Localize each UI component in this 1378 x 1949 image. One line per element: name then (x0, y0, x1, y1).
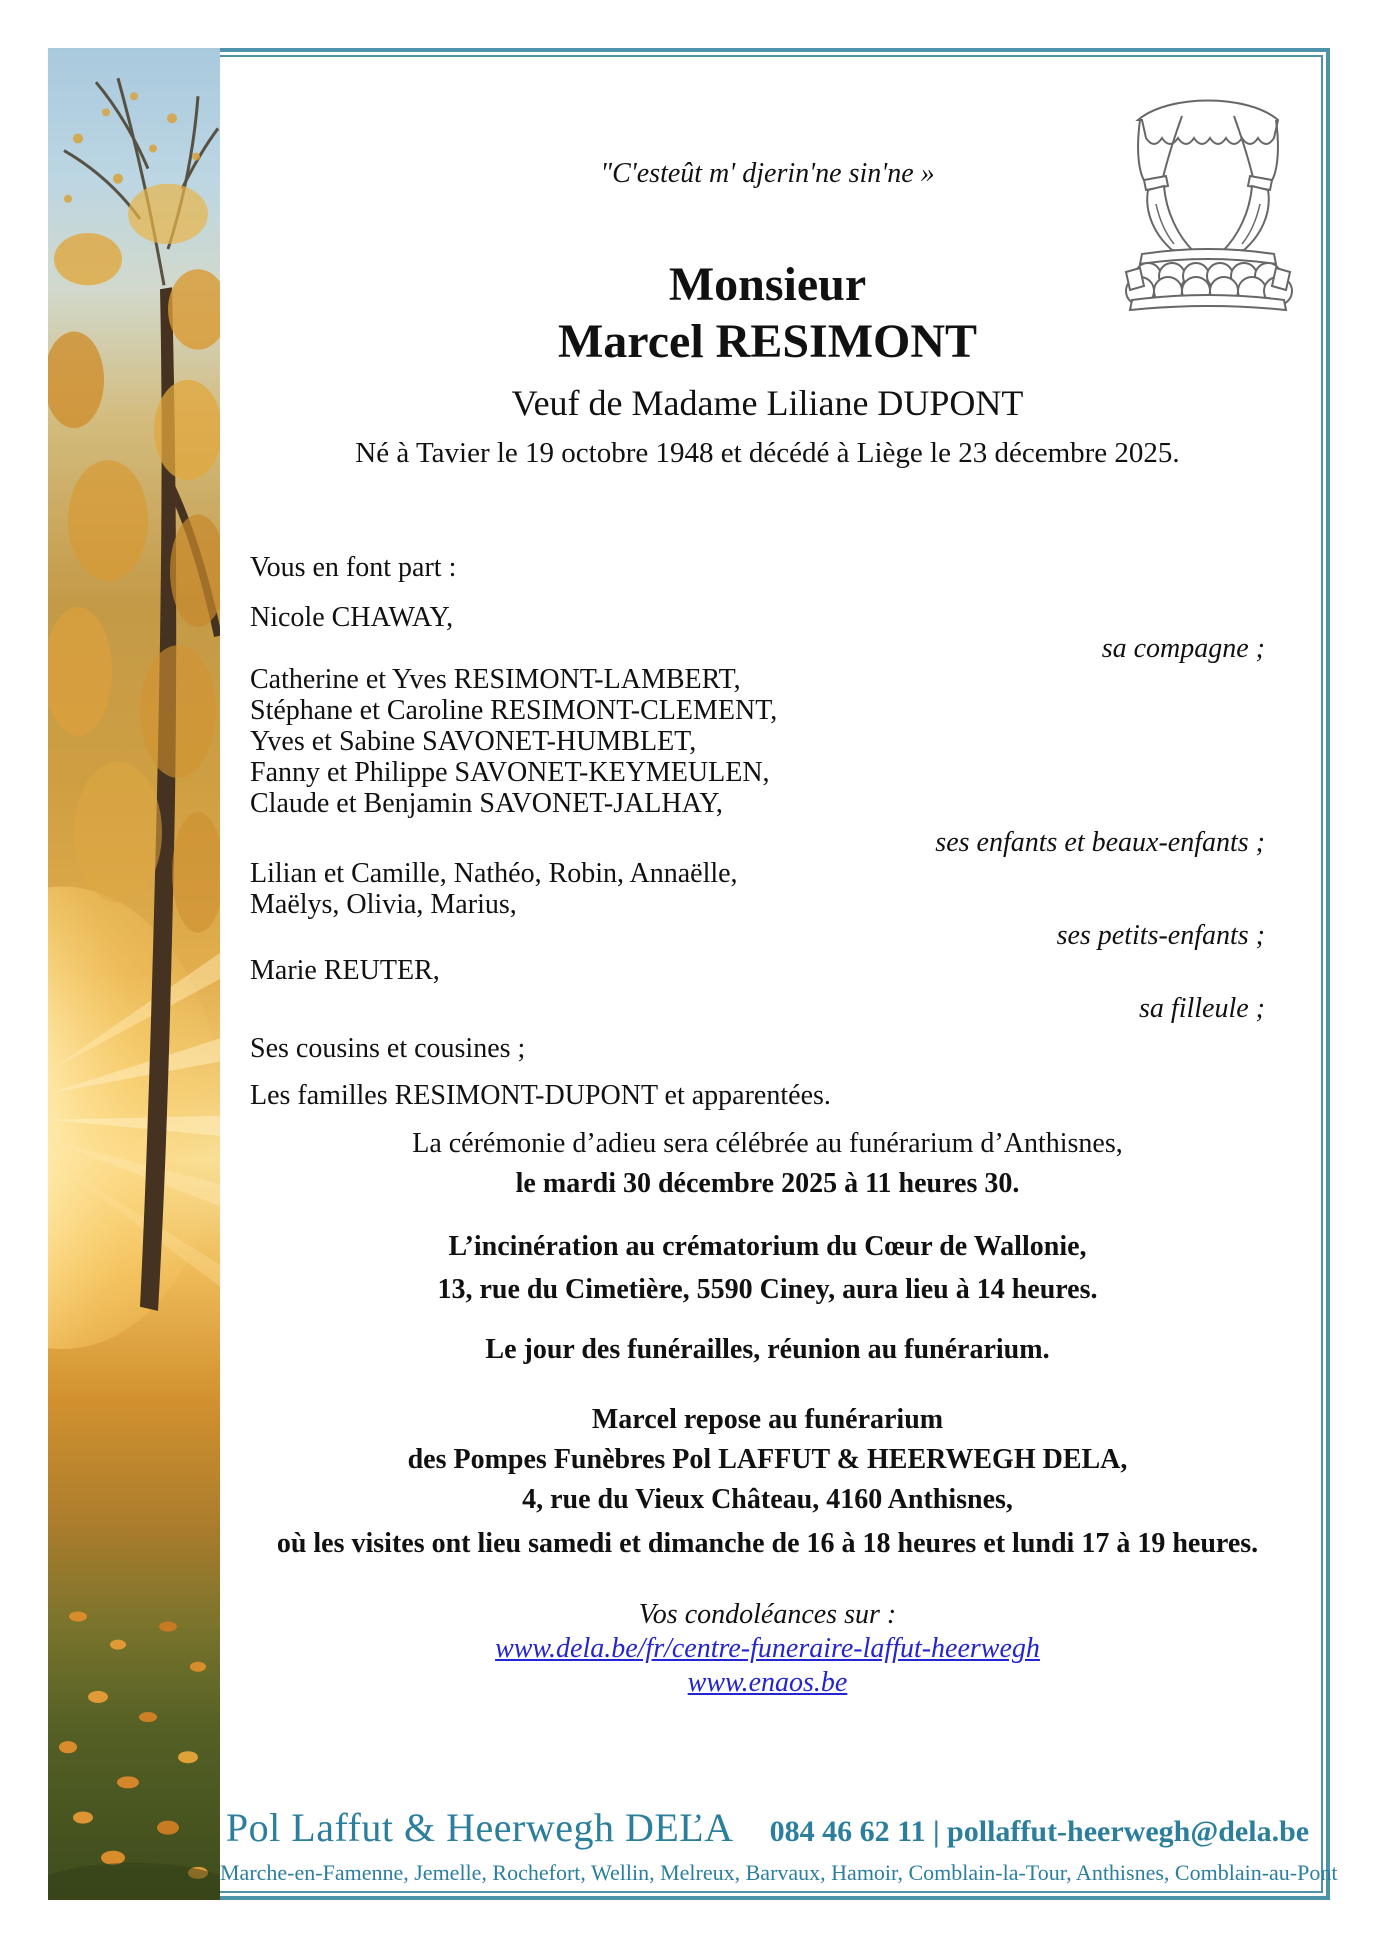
families-line: Les familles RESIMONT-DUPONT et apparentées. (250, 1080, 831, 1111)
title-monsieur: Monsieur (668, 258, 867, 311)
header-block (220, 256, 1315, 472)
widower-subtitle: Veuf de Madame Liliane DUPONT (511, 383, 1024, 423)
relation-label: ses enfants et beaux-enfants ; (935, 827, 1265, 858)
condolences-label: Vos condoléances sur : (638, 1599, 897, 1630)
cremation-address-line: 13, rue du Cimetière, 5590 Ciney, aura lieu à 14 heures. (437, 1274, 1098, 1305)
family-name: Maëlys, Olivia, Marius, (250, 889, 517, 920)
family-announcement-block (250, 552, 1265, 1111)
family-name: Lilian et Camille, Nathéo, Robin, Annaëlle, (250, 858, 738, 889)
funeral-home-contact: 084 46 62 11 | pollaffut-heerwegh@dela.be (769, 1815, 1310, 1848)
family-name: Nicole CHAWAY, (250, 602, 454, 633)
ceremony-date-line: le mardi 30 décembre 2025 à 11 heures 30. (515, 1168, 1020, 1199)
family-name: Stéphane et Caroline RESIMONT-CLEMENT, (250, 695, 778, 726)
funeral-home-address-line: 4, rue du Vieux Château, 4160 Anthisnes, (522, 1484, 1013, 1515)
deceased-name: Marcel RESIMONT (557, 315, 978, 368)
reunion-line: Le jour des funérailles, réunion au funérarium. (485, 1334, 1050, 1365)
family-name: Claude et Benjamin SAVONET-JALHAY, (250, 788, 723, 819)
autumn-photo-graphic (48, 48, 220, 1900)
ceremony-details-block (220, 1127, 1315, 1561)
visits-line: où les visites ont lieu samedi et dimanche de 16 à 18 heures et lundi 17 à 19 heures. (276, 1528, 1259, 1559)
cousins-line: Ses cousins et cousines ; (250, 1033, 526, 1064)
funeral-home-footer (220, 1804, 1338, 1886)
relation-label: ses petits-enfants ; (1056, 920, 1265, 951)
condolences-link-dela[interactable]: www.dela.be/fr/centre-funeraire-laffut-heerwegh (495, 1633, 1040, 1664)
dialect-quote: "C'esteût m' djerin'ne sin'ne » (600, 158, 935, 189)
funeral-home-line: des Pompes Funèbres Pol LAFFUT & HEERWEGH DELA, (407, 1444, 1128, 1475)
repose-line: Marcel repose au funérarium (591, 1404, 944, 1435)
relation-label: sa compagne ; (1101, 633, 1265, 664)
intro-line: Vous en font part : (250, 552, 457, 583)
family-name: Yves et Sabine SAVONET-HUMBLET, (250, 726, 697, 757)
family-name: Catherine et Yves RESIMONT-LAMBERT, (250, 664, 741, 695)
condolences-link-enaos[interactable]: www.enaos.be (687, 1667, 848, 1698)
funeral-home-brand: Pol Laffut & Heerwegh DEĽA (225, 1805, 734, 1850)
cremation-line: L’incinération au crématorium du Cœur de Wallonie, (448, 1231, 1087, 1262)
ceremony-line: La cérémonie d’adieu sera célébrée au funérarium d’Anthisnes, (412, 1128, 1123, 1159)
funeral-home-cities: Marche-en-Famenne, Jemelle, Rochefort, Wellin, Melreux, Barvaux, Hamoir, Comblain-la-Tour, Anthisnes, Comblain-au-Pont (220, 1860, 1338, 1885)
family-name: Marie REUTER, (250, 955, 440, 986)
birth-death-line: Né à Tavier le 19 octobre 1948 et décédé à Liège le 23 décembre 2025. (355, 437, 1180, 469)
relation-label: sa filleule ; (1139, 993, 1265, 1024)
family-name: Fanny et Philippe SAVONET-KEYMEULEN, (250, 757, 770, 788)
autumn-forest-photo (48, 48, 220, 1900)
condolences-block (220, 1598, 1315, 1700)
